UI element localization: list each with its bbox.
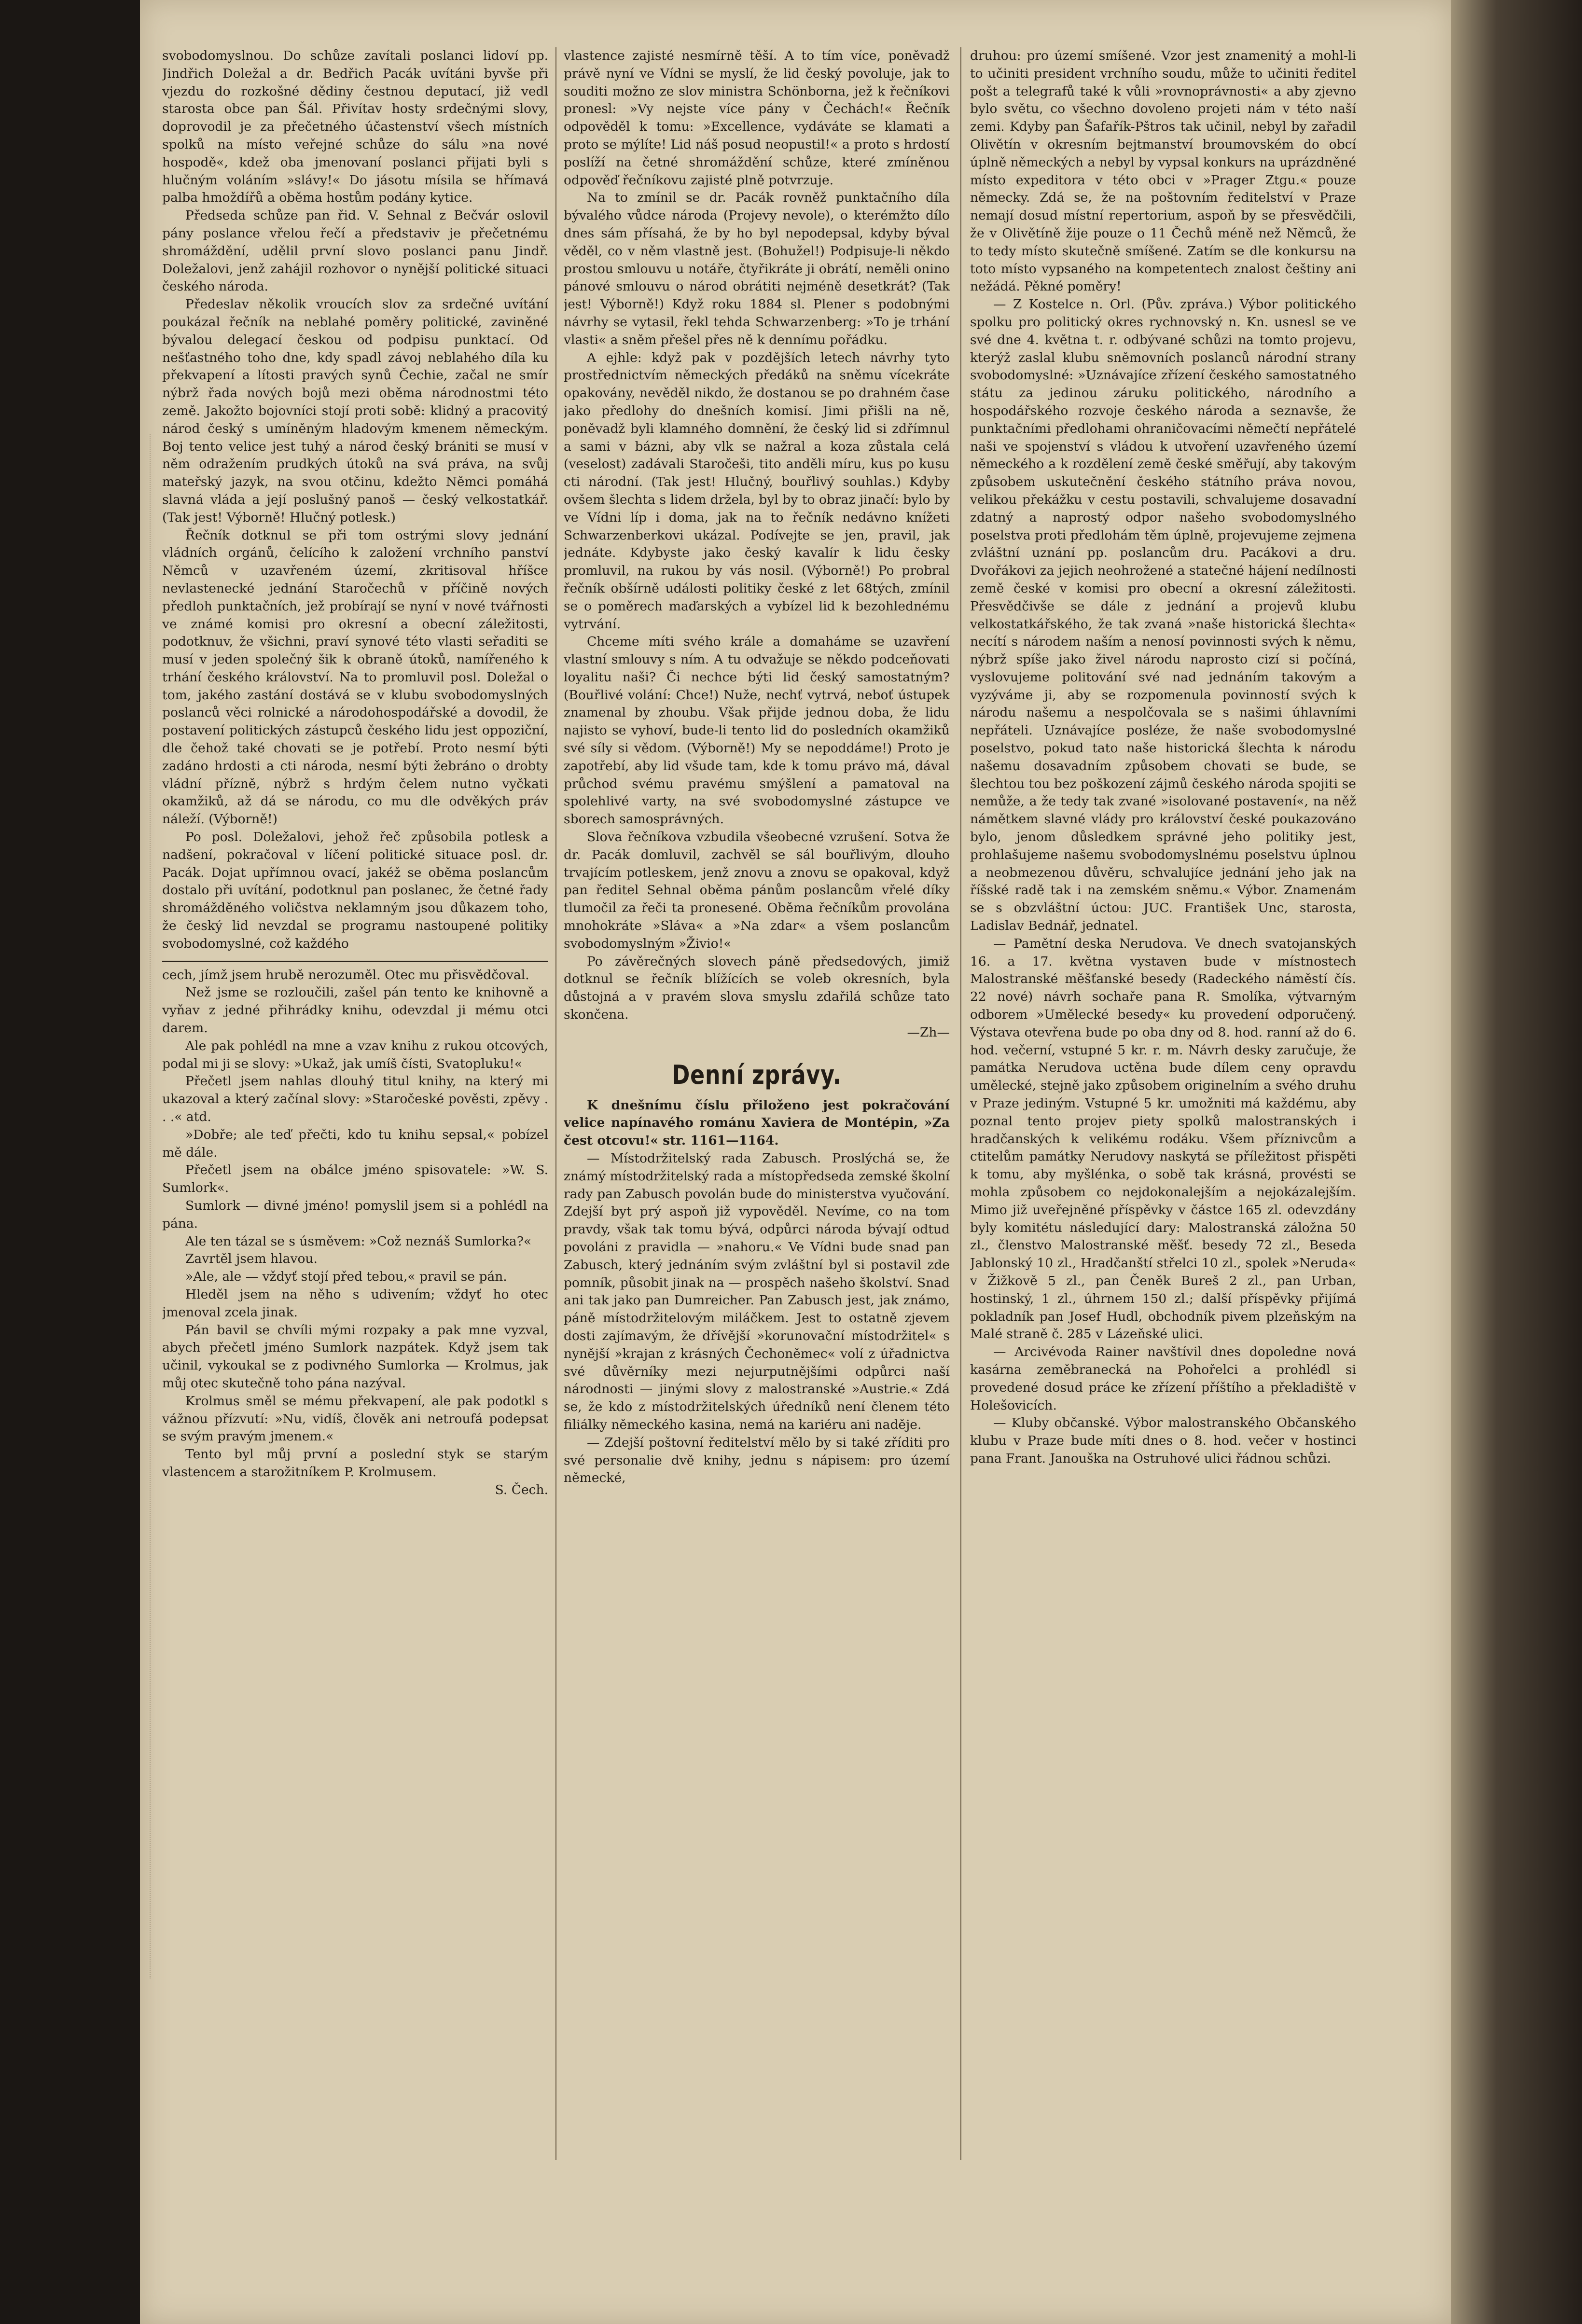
article-paragraph: Slova řečníkova vzbudila všeobecné vzrušení. Sotva že dr. Pacák domluvil, zachvěl se sál bouřlivým, dlouho trvajícím potleskem, jenž znovu a znovu se opakoval, když pan ředitel Sehnal oběma pánům poslancům vřelé díky tlumočil za řeči ta pronesené. Oběma řečníkům provolána mnohokráte »Sláva« a »Na zdar« a všem poslancům svobodomyslným »Živio!«	[564, 830, 950, 951]
column-rule	[960, 47, 961, 2160]
feuilleton-paragraph: Tento byl můj první a poslední styk se starým vlastencem a starožitníkem P. Krolmusem.	[162, 1447, 548, 1480]
article-paragraph: Předseda schůze pan řid. V. Sehnal z Bečvár oslovil pány poslance vřelou řečí a představiv je přečetnému shromáždění, udělil první slovo poslanci panu Jindř. Doležalovi, jenž zahájil rozhovor o nynější politické situaci českého národa.	[162, 208, 548, 294]
feuilleton-paragraph: Přečetl jsem na obálce jméno spisovatele: »W. S. Sumlork«.	[162, 1162, 548, 1196]
feuilleton-paragraph: Krolmus směl se mému překvapení, ale pak podotkl s vážnou přízvutí: »Nu, vidíš, člověk ani netroufá podepsat se svým pravým jmenem.«	[162, 1393, 548, 1444]
feuilleton-paragraph: Pán bavil se chvíli mými rozpaky a pak mne vyzval, abych přečetl jméno Sumlork nazpátek. Když jsem tak učinil, vykoukal se z podivného Sumlorka — Krolmus, jak můj otec skutečně toho pána nazýval.	[162, 1322, 548, 1391]
feuilleton-paragraph: Přečetl jsem nahlas dlouhý titul knihy, na který mi ukazoval a který začínal slovy: »Staročeské pověsti, zpěvy . . .« atd.	[162, 1074, 548, 1125]
feuilleton-section	[162, 960, 548, 1499]
news-item: druhou: pro území smíšené. Vzor jest znamenitý a mohl-li to učiniti president vrchního soudu, může to učiniti ředitel pošt a telegrafů také k vůli »rovnoprávnosti« a aby zjevno bylo světu, co všechno dovoleno projeti nám v této naší zemi. Kdyby pan Šafařík-Pštros tak učinil, nebyl by zařadil Olivětín v okresním bejtmanství broumovském do obcí úplně německých a nebyl by vypsal konkurs na uprázdněné místo expeditora v této obci v »Prager Ztgu.« pouze německy. Zdá se, že na poštovním ředitelství v Praze nemají dosud místní repertorium, aspoň by se přesvědčili, že v Olivětíně žije pouze o 11 Čechů méně než Němců, že to tedy místo skutečně smíšené. Zatím se dle konkursu na toto místo vypsaného na kompetentech znalost češtiny ani nežádá. Pěkné poměry!	[970, 48, 1356, 294]
article-paragraph: Na to zmínil se dr. Pacák rovněž punktačního díla bývalého vůdce národa (Projevy nevole), o kterémžto dílo dnes sám přísahá, že by ho byl nepodepsal, kdyby býval věděl, co v něm vlastně jest. (Bohužel!) Podpisuje-li někdo prostou smlouvu u notáře, čtyřikráte ji obrátí, neměli onino pánové smlouvu o národ obrátiti nejméně desetkrát? (Tak jest! Výborně!) Když roku 1884 sl. Plener s podobnými návrhy se vytasil, řekl tehda Schwarzenberg: »To je trhání vlasti« a sněm přešel přes ně k dennímu pořádku.	[564, 190, 950, 347]
article-paragraph: Po posl. Doležalovi, jehož řeč způsobila potlesk a nadšení, pokračoval v líčení politické situace posl. dr. Pacák. Dojat upřímnou ovací, jakéž se oběma poslancům dostalo při uvítání, podotknul pan poslanec, že četné řady shromážděného voličstva neklamným jsou důkazem toho, že český lid nevzdal se programu nastoupené politiky svobodomyslné, což každého	[162, 830, 548, 951]
binding-margin	[150, 434, 156, 1978]
feuilleton-paragraph: Zavrtěl jsem hlavou.	[185, 1251, 318, 1267]
article-paragraph: Předeslav několik vroucích slov za srdečné uvítání poukázal řečník na neblahé poměry politické, zaviněné bývalou delegací českou od podpisu punktací. Od nešťastného toho dne, kdy spadl závoj neblahého díla ku překvapení a lítosti pravých synů Čechie, začal ne smír nýbrž řada nových bojů mezi oběma národnostmi této země. Jakožto bojovníci stojí proti sobě: klidný a pracovitý národ český s umíněným hladovým kmenem německým. Boj tento velice jest tuhý a národ český brániti se musí v něm odražením prudkých útoků na svá práva, na svůj mateřský jazyk, na svou otčinu, kdežto Němci pomáhá slavná vláda a její poslušný panoš — český velkostatkář. (Tak jest! Výborně! Hlučný potlesk.)	[162, 297, 548, 525]
column-rule	[555, 47, 556, 2160]
news-item: — Arcivévoda Rainer navštívil dnes dopoledne nová kasárna zeměbranecká na Pohořelci a prohlédl si provedené dosud práce ke zřízení příštího a překladiště v Holešovicích.	[970, 1344, 1356, 1413]
news-item: K dnešnímu číslu přiloženo jest pokračování velice napínavého románu Xaviera de Montépin, »Za čest otcovu!« str. 1161—1164.	[564, 1097, 950, 1148]
news-item: — Zdejší poštovní ředitelství mělo by si také zříditi pro své personalie dvě knihy, jednu s nápisem: pro území německé,	[564, 1435, 950, 1486]
news-item: — Pamětní deska Nerudova. Ve dnech svatojanských 16. a 17. května vystaven bude v místnostech Malostranské měšťanské besedy (Radeckého náměstí čís. 22 nové) návrh sochaře pana R. Smolíka, výtvarným odborem »Umělecké besedy« ku provedení odporučený. Výstava otevřena bude po oba dny od 8. hod. ranní až do 6. hod. večerní, vstupné 5 kr. r. m. Návrh desky zaručuje, že památka Nerudova uctěna bude dílem ceny opravdu umělecké, stejně jako způsobem originelním a svého druhu v Praze jediným. Vstupné 5 kr. umožniti má každému, aby poznal tento projev piety spolků malostranských i hradčanských k velikému rodáku. Všem příznivcům a ctitelům památky Nerudovy naskytá se příležitost přispěti k tomu, aby myšlénka, o sobě tak krásná, provésti se mohla způsobem co nejdokonalejším a nejokázalejším. Mimo již uveřejněné příspěvky v částce 165 zl. odevzdány byly komitétu následující dary: Malostranská záložna 50 zl., členstvo Malostranské měšť. besedy 72 zl., Beseda Jablonský 10 zl., Hradčanští střelci 10 zl., spolek »Neruda« v Žižkově 5 zl., pan Čeněk Bureš 2 zl., pan Urban, hostinský, 1 zl., úhrnem 150 zl.; další příspěvky přijímá pokladník pan Josef Hudl, obchodník pivem plzeňským na Malé straně č. 285 v Lázeňské ulici.	[970, 936, 1356, 1342]
column-right	[970, 47, 1356, 2161]
news-item: — Z Kostelce n. Orl. (Pův. zpráva.) Výbor politického spolku pro politický okres rychnovský n. Kn. usnesl se ve své dne 4. května t. r. odbývané schůzi na tomto projevu, kterýž zaslal klubu sněmovních poslanců národní strany svobodomyslné: »Uznávajíce zřízení českého samostatného státu za jedinou záruku politického, národního a hospodářského rozvoje českého národa a seznavše, že punktačními předlohami ohraničovacími němečtí nepřátelé naši ve spojenství s vládou k utvoření uzavřeného území německého a k rozdělení země české směřují, aby takovým způsobem uskutečnění českého státního práva novou, velikou překážku v cestu postavili, schvalujeme dosavadní zdatný a naprostý odpor našeho svobodomyslného poselstva proti předlohám těm úplně, projevujeme zejmena zvláštní uznání pp. poslancům dru. Pacákovi a dru. Dvořákovi za jejich neohrožené a statečné hájení nedílnosti země české v komisi pro obecní a okresní záležitosti. Přesvědčivše se dále z jednání a projevů klubu velkostatkářského, že tak zvaná »naše historická šlechta« necítí s národem naším a nenosí povinnosti svých k němu, nýbrž spíše jako živel národu naprosto cizí si počíná, vyslovujeme politování své nad jednáním takovým a vyzýváme ji, aby se rozpomenula povinností svých k národu našemu a nespolčovala se s našimi úhlavními nepřáteli. Uznávajíce posléze, že naše svobodomyslné poselstvo, pokud tato naše historická šlechta k národu našemu dosavadním způsobem chovati se bude, se šlechtou tou bez poškození zájmů českého národa spojiti se nemůže, a že tedy tak zvané »isolované postavení«, na něž námětkem slavné vlády pro království české poukazováno bylo, jenom důsledkem správné jeho politiky jest, prohlašujeme našemu svobodomyslnému poselstvu úplnou a neobmezenou důvěru, schvalujíce jednání jeho jak na říšské radě tak i na zemském sněmu.« Výbor. Znamenám se s obzvláštní úctou: JUC. František Unc, starosta, Ladislav Bednář, jednatel.	[970, 297, 1356, 934]
feuilleton-paragraph: cech, jímž jsem hrubě nerozuměl. Otec mu přisvědčoval.	[162, 967, 529, 982]
article-paragraph: vlastence zajisté nesmírně těší. A to tím více, poněvadž právě nyní ve Vídni se myslí, že lid český povoluje, jak to souditi možno ze slov ministra Schönborna, jež k řečníkovi pronesl: »Vy nejste více pány v Čechách!« Řečník odpověděl k tomu: »Excellence, vydáváte se klamati a proto se mýlíte! Lid náš posud neopustil!« a proto s hrdostí poslíží na četné shromáždění schůze, které zmíněnou odpověď řečníkovu zajisté plně potvrzuje.	[564, 48, 950, 188]
page-edge-shadow	[1451, 0, 1582, 2324]
article-paragraph: Řečník dotknul se při tom ostrými slovy jednání vládních orgánů, čelícího k založení vrchního panství Němců v uzavřeném území, zkritisoval hříšce nevlastenecké jednání Staročechů v příčině nových předloh punktačních, jež probírají se nyní v nové tvářnosti ve známé komisi pro okresní a obecní záležitosti, podotknuv, že všichni, praví synové této vlasti seřaditi se musí v jeden společný šik k obraně útoků, namířeného k trhání českého království. Na to promluvil posl. Doležal o tom, jakého zastání dostává se v klubu svobodomyslných poslanců věci rolnické a národohospodářské a dovodil, že postavení politických zástupců českého lidu jest oppoziční, dle čehož také chovati se je potřebí. Proto nesmí býti zadáno hrdosti a cti národa, nesmí býti žebráno o drobty vládní přízně, nýbrž s hrdým čelem nutno vyčkati okamžiků, až dá se národu, co mu dle odvěkých práv náleží. (Výborně!)	[162, 527, 548, 827]
column-left	[162, 47, 548, 2161]
article-paragraph: Chceme míti svého krále a domaháme se uzavření vlastní smlouvy s ním. A tu odvažuje se někdo podceňovati loyalitu naši? Či nechce býti lid český samostatným? (Bouřlivé volání: Chce!) Nuže, nechť vytrvá, neboť ústupek znamenal by zhoubu. Však přijde jednou doba, že lidu najisto se vyhoví, bude-li tento lid do posledních okamžiků své síly si vědom. (Výborně!) My se nepoddáme!) Proto je zapotřebí, aby lid všude tam, kde k tomu právo má, dával průchod svému pravému smýšlení a pamatoval na spolehlivé varty, na své svobodomyslné zástupce ve sborech samosprávných.	[564, 634, 950, 827]
article-signature: —Zh—	[907, 1024, 950, 1040]
news-item: — Místodržitelský rada Zabusch. Proslýchá se, že známý místodržitelský rada a místopředseda zemské školní rady pan Zabusch povolán bude do ministerstva vyučování. Zdejší byt prý aspoň již vypověděl. Nevíme, co na tom pravdy, však tak tomu bývá, odpůrci národa bývají odtud povoláni z pravidla — »nahoru.« Ve Vídni bude snad pan Zabusch, který jednáním svým zvláštní byl si postavil zde pomník, působit jinak na — prospěch našeho školství. Snad ani tak jako pan Dumreicher. Pan Zabusch jest, jak známo, páně místodržitelovým miláčkem. Jest to ostatně zjevem dosti zajímavým, že dřívější »korunovační místodržitel« s nynější »krajan z krásných Čechoněmec« volí z úřadnictva své důvěrníky mezi nejurputnějšími odpůrci naší národnosti — jinými slovy z malostranské »Austrie.« Zdá se, že kdo z místodržitelských úředníků není členem této filiálky německého kasina, nemá na kariéru ani naděje.	[564, 1151, 950, 1432]
column-middle	[564, 47, 950, 2161]
section-heading: Denní zprávy.	[672, 1059, 842, 1090]
feuilleton-paragraph: Než jsme se rozloučili, zašel pán tento ke knihovně a vyňav z jedné přihrádky knihu, odevzdal ji mému otci darem.	[162, 985, 548, 1036]
feuilleton-paragraph: Ale pak pohlédl na mne a vzav knihu z rukou otcových, podal mi ji se slovy: »Ukaž, jak umíš čísti, Svatopluku!«	[162, 1038, 548, 1071]
article-paragraph: svobodomyslnou. Do schůze zavítali poslanci lidoví pp. Jindřich Doležal a dr. Bedřich Pacák uvítáni byvše při vjezdu do rozkošné dědiny čestnou deputací, již vedl starosta obce pan Šál. Přivítav hosty srdečnými slovy, doprovodil je za přečetného účastenství všech místních spolků na místo veřejné schůze do sálu »na nové hospodě«, kdež oba jmenovaní poslanci přijati byli s hlučným voláním »slávy!« Do jásotu mísila se hřímavá palba hmoždířů a oběma hostům podány kytice.	[162, 48, 548, 206]
feuilleton-paragraph: Ale ten tázal se s úsměvem: »Což neznáš Sumlorka?«	[185, 1233, 532, 1249]
feuilleton-paragraph: »Ale, ale — vždyť stojí před tebou,« pravil se pán.	[185, 1269, 507, 1285]
feuilleton-paragraph: Hleděl jsem na něho s udivením; vždyť ho otec jmenoval zcela jinak.	[162, 1286, 548, 1320]
feuilleton-paragraph: »Dobře; ale teď přečti, kdo tu knihu sepsal,« pobízel mě dále.	[162, 1127, 548, 1160]
feuilleton-signature: S. Čech.	[495, 1482, 548, 1497]
article-paragraph: Po závěrečných slovech páně předsedových, jimiž dotknul se řečník blížících se voleb okresních, byla důstojná a v pravém slova smyslu zdařilá schůze tato skončena.	[564, 954, 950, 1023]
article-paragraph: A ejhle: když pak v pozdějších letech návrhy tyto prostřednictvím německých předáků na sněmu vícekráte opakovány, nevěděl nikdo, že dostanou se po drahném čase jako předlohy do dnešních komisí. Jimi přišli na ně, poněvadž byli klamného domnění, že český lid si zdřímnul a sami v bázni, aby vlk se nažral a koza zůstala celá (veselost) zadávali Staročeši, tito anděli míru, kus po kusu cti národní. (Tak jest! Hlučný, bouřlivý souhlas.) Kdyby ovšem šlechta s lidem držela, byl by to obraz jinačí: bylo by ve Vídni líp i doma, jak na to řečník nedávno knížeti Schwarzenberkovi ukázal. Podívejte se jen, pravil, jak jednáte. Kdybyste jako český kavalír k lidu česky promluvil, na rukou by vás nosil. (Výborně!) Po probral řečník obšírně události politiky české z let 68tých, zmínil se o poměrech maďarských a vybízel lid k bezohlednému vytrvání.	[564, 350, 950, 632]
news-item: — Kluby občanské. Výbor malostranského Občanského klubu v Praze bude míti dnes o 8. hod. večer v hostinci pana Frant. Janouška na Ostruhové ulici řádnou schůzi.	[970, 1415, 1356, 1466]
feuilleton-paragraph: Sumlork — divné jméno! pomyslil jsem si a pohlédl na pána.	[162, 1198, 548, 1231]
